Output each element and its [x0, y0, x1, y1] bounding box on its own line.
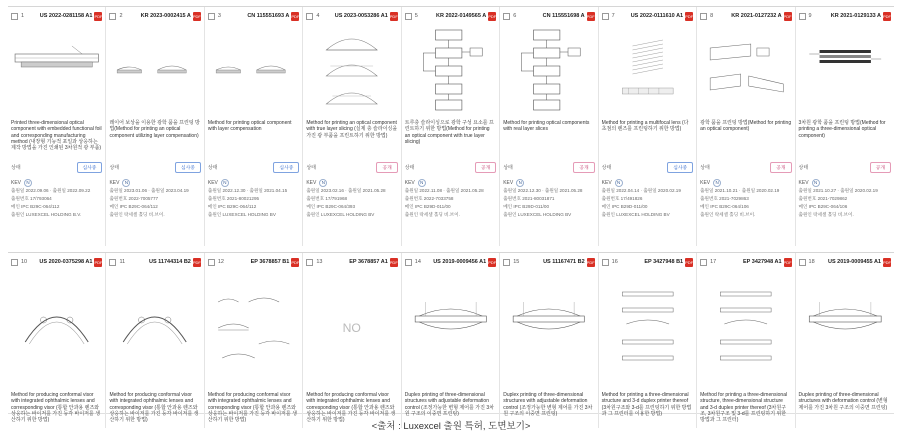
meta-applicant: 출원인 LUXEXCEL HOLDING B.V. — [11, 212, 82, 217]
patent-drawing[interactable] — [799, 272, 891, 388]
kr-label: KEV — [306, 179, 317, 186]
patent-number-link[interactable]: EP 3427948 A1 — [743, 259, 782, 265]
meta-dates: 출원일 2022.09.06 · 출원일 2022.09.22 — [11, 188, 91, 193]
patent-drawing[interactable] — [503, 26, 594, 112]
select-checkbox[interactable] — [503, 259, 510, 266]
status-label: 상태 — [601, 164, 612, 171]
kr-label: KEV — [700, 179, 711, 186]
patent-card[interactable] — [697, 253, 795, 428]
patent-row-1 — [8, 6, 894, 246]
patent-card[interactable] — [599, 7, 697, 246]
kr-badge: N — [812, 179, 820, 187]
status-label: 상태 — [404, 164, 415, 171]
status-badge: 심사중 — [273, 162, 299, 173]
pdf-icon[interactable]: PDF — [389, 13, 398, 19]
card-index: 4 — [316, 13, 320, 19]
select-checkbox[interactable] — [700, 13, 707, 20]
meta-appno: 출원번호 2021-80031871 — [503, 196, 555, 201]
meta-applicant: 출원인 LUXEXCEL HOLDING BV — [207, 212, 276, 217]
patent-number-link[interactable]: KR 2021-0127232 A — [731, 13, 782, 19]
kr-badge: N — [713, 179, 721, 187]
pdf-icon[interactable]: PDF — [685, 13, 694, 19]
meta-dates: 출원일 2021.10.27 · 출원일 2020.02.19 — [798, 188, 878, 193]
patent-card[interactable] — [8, 253, 106, 428]
status-label: 상태 — [798, 164, 809, 171]
meta-ipc: 메인 IPC B29D-011/00 — [503, 204, 550, 209]
patent-title: Method for printing optical component with layer compensation — [207, 120, 292, 133]
patent-drawing[interactable] — [109, 26, 200, 112]
patent-drawing[interactable] — [11, 272, 102, 388]
patent-title: Method for printing a three-dimensional structure and 3-d duplex printer thereof (3차원구조와 3-d를 프린팅하기 위한 방법과 그 프린터를 이용한 방법) — [601, 392, 692, 417]
patent-row-2 — [8, 252, 894, 424]
select-checkbox[interactable] — [602, 13, 609, 20]
patent-card[interactable] — [402, 253, 500, 428]
patent-drawing[interactable] — [208, 272, 299, 388]
patent-title: Method for printing optical components with real layer slices — [503, 120, 590, 133]
meta-applicant: 출원인 LUXEXCEL HOLDING BV — [601, 212, 670, 217]
status-badge: 공개 — [376, 162, 397, 173]
patent-card[interactable] — [402, 7, 500, 246]
pdf-icon[interactable]: PDF — [389, 259, 398, 265]
patent-card[interactable] — [106, 7, 204, 246]
source-caption: <출처 : Luxexcel 출원 특허, 도면보기> — [371, 421, 531, 432]
status-badge: 공개 — [573, 162, 594, 173]
patent-card[interactable] — [500, 253, 598, 428]
patent-title: 레이어 보상을 이용한 광학 품을 프린팅 방법(Method for printing an optical component utilizing layer compensation) — [109, 120, 200, 139]
meta-appno: 출원번호 2021-7029863 — [700, 196, 749, 201]
status-badge: 심사중 — [667, 162, 693, 173]
status-badge: 공개 — [475, 162, 496, 173]
patent-drawing[interactable] — [405, 26, 496, 112]
kr-badge: N — [221, 179, 229, 187]
card-index: 7 — [611, 13, 615, 19]
patent-number-link[interactable]: US 11167471 B2 — [543, 259, 585, 265]
patent-card[interactable] — [697, 7, 795, 246]
patent-number-link[interactable]: CN 115551693 A — [247, 13, 290, 19]
patent-card[interactable] — [303, 7, 401, 246]
patent-drawing[interactable] — [602, 272, 693, 388]
meta-ipc: 메인 IPC B29C-064/112 — [11, 204, 60, 209]
meta-ipc: 메인 IPC B29C-064/106 — [700, 204, 749, 209]
patent-title: Method for printing a multifocal lens (다초점의 렌즈를 프린팅하기 위한 방법) — [601, 120, 689, 133]
pdf-icon[interactable]: PDF — [488, 259, 497, 265]
patent-title: Method for producing conformal visor with integrated ophthalmic lenses and corresponding visor (통합 안과용 렌즈와 상응하는 바이저를 가진 등각 바이저를 생산하기 위한 방법) — [207, 392, 297, 424]
patent-number-link[interactable]: US 2022-0111610 A1 — [630, 13, 684, 19]
meta-applicant: 출원인 락세셀 홀딩 비.브이. — [700, 212, 756, 217]
kr-label: KEV — [503, 179, 514, 186]
patent-card[interactable] — [8, 7, 106, 246]
meta-applicant: 출원인 락세셀 홀딩 비.브이. — [109, 212, 165, 217]
pdf-icon[interactable]: PDF — [94, 259, 103, 265]
meta-appno: 출원번호 2022-7033758 — [404, 196, 454, 201]
kr-label: KEV — [11, 179, 22, 186]
patent-number-link[interactable]: EP 3678857 B1 — [250, 259, 290, 265]
pdf-icon[interactable]: PDF — [291, 259, 300, 265]
patent-number-link[interactable]: US 2019-0009455 A1 — [827, 259, 881, 265]
patent-drawing[interactable] — [799, 26, 891, 112]
patent-title: Method for producing conformal visor with integrated ophthalmic lenses and corresponding visor (통합 안과용 렌즈와 상응하는 바이저를 가진 등각 바이저를 생산하기 위한 방법) — [11, 392, 101, 424]
pdf-icon[interactable]: PDF — [192, 259, 201, 265]
kr-badge: N — [516, 179, 524, 187]
patent-title: Printed three-dimensional optical component with embedded functional foil and corresponding manufacturing method (내장형 기능적 포일과 상응하는 제작 방법을 가진 인쇄된 3차원적 광 부품) — [11, 120, 102, 152]
patent-title: Duplex printing of three-dimensional structures with adjustable deformation control (조정가능한 변형 제어를 가진 3차원 구조의 이중면 프린팅) — [404, 392, 494, 417]
patent-number-link[interactable]: US 2022-0281158 A1 — [39, 13, 93, 19]
select-checkbox[interactable] — [208, 13, 215, 20]
select-checkbox[interactable] — [602, 259, 609, 266]
select-checkbox[interactable] — [799, 13, 806, 20]
patent-card[interactable] — [796, 253, 894, 428]
meta-applicant: 출원인 락세셀 홀딩 비.브이. — [798, 212, 854, 217]
pdf-icon[interactable]: PDF — [586, 13, 595, 19]
kr-label: KEV — [404, 179, 415, 186]
select-checkbox[interactable] — [405, 13, 412, 20]
patent-grid — [8, 6, 894, 424]
card-index: 17 — [710, 259, 717, 265]
patent-card[interactable] — [796, 7, 894, 246]
kr-label: KEV — [207, 179, 218, 186]
kr-label: KEV — [109, 179, 120, 186]
meta-ipc: 메인 IPC B29D-011/00 — [601, 204, 648, 209]
patent-card[interactable] — [106, 253, 204, 428]
kr-label: KEV — [601, 179, 612, 186]
meta-dates: 출원일 2023.01.06 · 출원일 2023.04.19 — [109, 188, 189, 193]
no-image-text: NO — [342, 321, 362, 335]
meta-appno: 출원번호 17/491826 — [601, 196, 643, 201]
patent-number-link[interactable]: CN 115551698 A — [542, 13, 585, 19]
status-label: 상태 — [306, 164, 316, 171]
select-checkbox[interactable] — [306, 13, 313, 20]
patent-drawing[interactable] — [405, 272, 496, 388]
pdf-icon[interactable]: PDF — [685, 259, 694, 265]
kr-badge: N — [24, 179, 32, 187]
status-label: 상태 — [207, 164, 218, 171]
patent-card[interactable] — [205, 7, 303, 246]
select-checkbox[interactable] — [700, 259, 707, 266]
kr-label: KEV — [798, 179, 809, 186]
card-index: 16 — [611, 259, 618, 265]
meta-ipc: 메인 IPC B29D-011/00 — [404, 204, 451, 209]
patent-drawing[interactable] — [11, 26, 102, 112]
patent-title: Method for producing conformal visor with integrated ophthalmic lenses and corresponding visor (통합 안과용 렌즈와 상응하는 바이저를 가진 등각 바이저를 생산하기 위한 방법) — [109, 392, 199, 424]
patent-drawing[interactable] — [503, 272, 594, 388]
pdf-icon[interactable]: PDF — [291, 13, 300, 19]
pdf-icon[interactable]: PDF — [783, 259, 792, 265]
card-index: 2 — [119, 13, 123, 19]
card-index: 8 — [710, 13, 714, 19]
pdf-icon[interactable]: PDF — [882, 259, 891, 265]
card-index: 3 — [217, 13, 221, 19]
pdf-icon[interactable]: PDF — [192, 13, 201, 19]
select-checkbox[interactable] — [11, 13, 18, 20]
patent-card[interactable] — [500, 7, 598, 246]
card-index: 14 — [414, 259, 421, 265]
patent-card[interactable] — [599, 253, 697, 428]
patent-drawing[interactable] — [306, 26, 397, 112]
select-checkbox[interactable] — [208, 259, 215, 266]
patent-number-link[interactable]: US 2020-0375298 A1 — [39, 259, 93, 265]
meta-appno: 출원번호 17/793064 — [11, 196, 52, 201]
select-checkbox[interactable] — [405, 259, 412, 266]
card-index: 11 — [119, 259, 126, 265]
patent-title: Duplex printing of three-dimensional structures with deformation control (변형 제어를 가진 3차원 구조의 이중면 프린팅) — [798, 392, 888, 411]
status-label: 상태 — [700, 164, 710, 171]
patent-title: 3차원 광학 품을 프린팅 방법(Method for printing a three-dimensional optical component) — [798, 120, 886, 139]
patent-title: 트루층 슬라이싱으로 광학 구성 요소를 프린트하기 위한 방법(Method for printing an optical component with true layer slicing) — [404, 120, 494, 145]
patent-drawing[interactable] — [602, 26, 693, 112]
pdf-icon[interactable]: PDF — [586, 259, 595, 265]
status-badge: 심사중 — [175, 162, 201, 173]
select-checkbox[interactable] — [11, 259, 18, 266]
patent-number-link[interactable]: US 2019-0009456 A1 — [433, 259, 487, 265]
patent-drawing[interactable] — [306, 272, 397, 388]
patent-title: Method for producing conformal visor with integrated ophthalmic lenses and corresponding visor (통합 안과용 렌즈와 상응하는 바이저를 가진 등각 바이저를 생산하기 위한 방법) — [306, 392, 396, 424]
card-index: 12 — [217, 259, 224, 265]
select-checkbox[interactable] — [799, 259, 806, 266]
patent-drawing[interactable] — [700, 26, 791, 112]
card-index: 1 — [21, 13, 25, 19]
card-index: 15 — [513, 259, 520, 265]
status-badge: 공개 — [770, 162, 791, 173]
card-index: 10 — [21, 259, 28, 265]
kr-badge: N — [319, 179, 327, 187]
kr-badge: N — [122, 179, 130, 187]
patent-number-link[interactable]: KR 2021-0129133 A — [830, 13, 881, 19]
patent-number-link[interactable]: US 11744314 B2 — [148, 259, 191, 265]
patent-number-link[interactable]: EP 3427948 B1 — [644, 259, 684, 265]
pdf-icon[interactable]: PDF — [488, 13, 497, 19]
select-checkbox[interactable] — [503, 13, 510, 20]
patent-title: Method for printing an optical component with true layer slicing (실제 층 슬라이싱을 가진 광 부품을 프린트하기 위한 방법) — [306, 120, 398, 139]
meta-dates: 출원일 2023.02.16 · 출원일 2021.05.28 — [306, 188, 386, 193]
meta-ipc: 메인 IPC B29C-064/106 — [798, 204, 848, 209]
patent-drawing[interactable] — [208, 26, 299, 112]
select-checkbox[interactable] — [306, 259, 313, 266]
patent-drawing[interactable] — [700, 272, 791, 388]
patent-drawing[interactable] — [109, 272, 200, 388]
meta-applicant: 출원인 LUXEXCEL HOLDING BV — [306, 212, 375, 217]
card-index: 18 — [808, 259, 815, 265]
meta-dates: 출원일 2021.10.21 · 출원일 2020.02.19 — [700, 188, 780, 193]
meta-dates: 출원일 2022.12.30 · 출원일 2021.05.28 — [503, 188, 583, 193]
patent-number-link[interactable]: US 2023-0053286 A1 — [334, 13, 388, 19]
patent-title: Duplex printing of three-dimensional structures with adjustable deformation control (조정가능한 변형 제어를 가진 3차원 구조의 이중면 프린팅) — [503, 392, 593, 417]
pdf-icon[interactable]: PDF — [783, 13, 792, 19]
meta-appno: 출원번호 17/791968 — [306, 196, 348, 201]
meta-ipc: 메인 IPC B29C-064/393 — [306, 204, 356, 209]
meta-applicant: 출원인 락세셀 홀딩 비.브이. — [404, 212, 460, 217]
status-label: 상태 — [11, 164, 21, 171]
patent-number-link[interactable]: EP 3678857 A1 — [349, 259, 388, 265]
pdf-icon[interactable]: PDF — [94, 13, 103, 19]
card-index: 9 — [808, 13, 812, 19]
meta-ipc: 메인 IPC B29C-064/112 — [207, 204, 257, 209]
meta-appno: 출원번호 2022-7005777 — [109, 196, 159, 201]
pdf-icon[interactable]: PDF — [882, 13, 891, 19]
select-checkbox[interactable] — [109, 259, 116, 266]
card-index: 6 — [513, 13, 517, 19]
meta-dates: 출원일 2022.11.08 · 출원일 2021.05.28 — [404, 188, 484, 193]
card-index: 5 — [414, 13, 418, 19]
select-checkbox[interactable] — [109, 13, 116, 20]
patent-number-link[interactable]: KR 2022-0149565 A — [435, 13, 487, 19]
patent-card[interactable] — [303, 253, 401, 428]
status-label: 상태 — [109, 164, 120, 171]
meta-dates: 출원일 2022.12.30 · 출원일 2021.04.15 — [207, 188, 288, 193]
meta-appno: 출원번호 2021-7029862 — [798, 196, 848, 201]
patent-card[interactable] — [205, 253, 303, 428]
kr-badge: N — [615, 179, 623, 187]
status-badge: 공개 — [870, 162, 891, 173]
card-index: 13 — [316, 259, 323, 265]
status-badge: 심사중 — [77, 162, 103, 173]
meta-appno: 출원번호 2021-80021295 — [207, 196, 260, 201]
status-label: 상태 — [503, 164, 513, 171]
patent-title: Method for printing a three-dimensional structure, three-dimensional structure and 3-d duplex printer thereof (3차원구조, 3차원구조 및 3-d를 프린팅하기 위한 방법과 그 프린터) — [700, 392, 788, 424]
meta-ipc: 메인 IPC B29C-064/112 — [109, 204, 158, 209]
patent-title: 광학 품을 프린팅 방법(Method for printing an optical component) — [700, 120, 792, 133]
meta-applicant: 출원인 LUXEXCEL HOLDING BV — [503, 212, 572, 217]
kr-badge: N — [418, 179, 426, 187]
patent-number-link[interactable]: KR 2023-0002415 A — [140, 13, 191, 19]
meta-dates: 출원일 2022.04.14 · 출원일 2020.02.19 — [601, 188, 681, 193]
